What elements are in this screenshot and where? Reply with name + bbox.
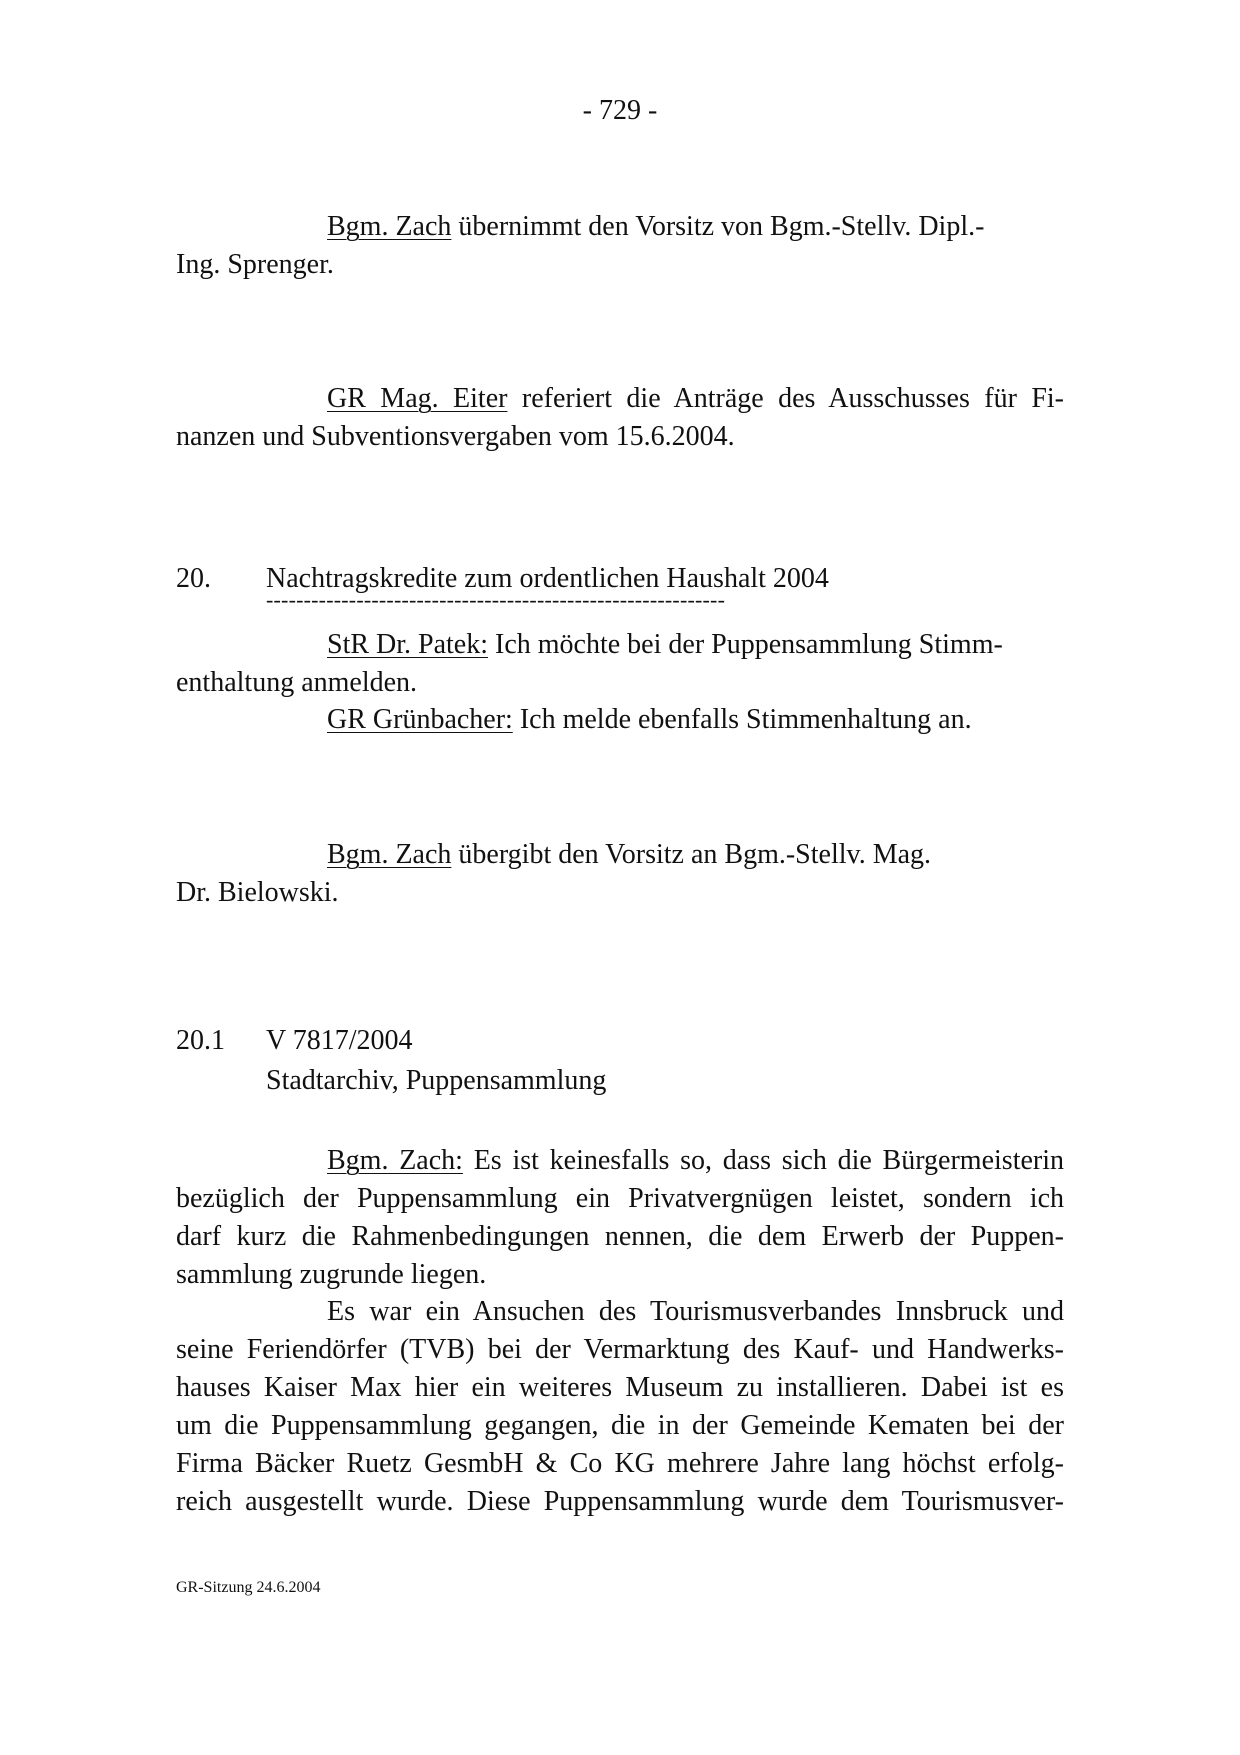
paragraph-line: nanzen und Subventionsvergaben vom 15.6.2004. — [176, 421, 735, 452]
paragraph-line — [327, 626, 1003, 664]
paragraph-line: seine Feriendörfer (TVB) bei der Vermarktung des Kauf- und Handwerks- — [176, 1334, 1064, 1365]
paragraph-line — [327, 208, 984, 246]
paragraph-text: referiert die Anträge des Ausschusses für Fi- — [507, 383, 1064, 414]
section-reference: V 7817/2004 — [266, 1025, 413, 1056]
paragraph-line: enthaltung anmelden. — [176, 667, 418, 698]
paragraph-line: darf kurz die Rahmenbedingungen nennen, die dem Erwerb der Puppen- — [176, 1221, 1064, 1252]
paragraph-text: übergibt den Vorsitz an Bgm.-Stellv. Mag. — [451, 839, 932, 870]
speaker-name: GR Mag. Eiter — [327, 383, 508, 414]
page-number: - 729 - — [582, 95, 658, 126]
section-subtitle: Stadtarchiv, Puppensammlung — [266, 1065, 607, 1096]
section-title: Nachtragskredite zum ordentlichen Haushalt 2004 — [266, 563, 829, 594]
paragraph-line: bezüglich der Puppensammlung ein Privatvergnügen leistet, sondern ich — [176, 1183, 1064, 1214]
section-separator: ------------------------------------------------------------- — [266, 587, 726, 612]
section-number: 20. — [176, 563, 211, 594]
paragraph-line: Ing. Sprenger. — [176, 249, 334, 280]
paragraph-line — [327, 701, 972, 739]
paragraph-text: übernimmt den Vorsitz von Bgm.-Stellv. Dipl.- — [451, 211, 985, 242]
paragraph-line: Dr. Bielowski. — [176, 877, 339, 908]
speaker-name: GR Grünbacher: — [327, 704, 513, 735]
speaker-name: StR Dr. Patek: — [327, 629, 489, 660]
paragraph-line: hauses Kaiser Max hier ein weiteres Museum zu installieren. Dabei ist es — [176, 1372, 1064, 1403]
paragraph-line: Es war ein Ansuchen des Tourismusverbandes Innsbruck und — [327, 1296, 1064, 1327]
paragraph-text: Es ist keinesfalls so, dass sich die Bürgermeisterin — [462, 1145, 1064, 1176]
speaker-name: Bgm. Zach — [327, 839, 452, 870]
paragraph-line: um die Puppensammlung gegangen, die in der Gemeinde Kematen bei der — [176, 1410, 1064, 1441]
paragraph-text: Ich melde ebenfalls Stimmenhaltung an. — [512, 704, 972, 735]
paragraph-line: reich ausgestellt wurde. Diese Puppensammlung wurde dem Tourismusver- — [176, 1486, 1064, 1517]
paragraph-line: Firma Bäcker Ruetz GesmbH & Co KG mehrere Jahre lang höchst erfolg- — [176, 1448, 1064, 1479]
paragraph-text: Ich möchte bei der Puppensammlung Stimm- — [488, 629, 1003, 660]
paragraph-line — [327, 836, 931, 874]
speaker-name: Bgm. Zach — [327, 211, 452, 242]
paragraph-line — [327, 380, 1064, 418]
paragraph-line — [327, 1142, 1064, 1180]
page-footer: GR-Sitzung 24.6.2004 — [176, 1579, 321, 1596]
paragraph-line: sammlung zugrunde liegen. — [176, 1259, 487, 1290]
section-number: 20.1 — [176, 1025, 225, 1056]
speaker-name: Bgm. Zach: — [327, 1145, 463, 1176]
